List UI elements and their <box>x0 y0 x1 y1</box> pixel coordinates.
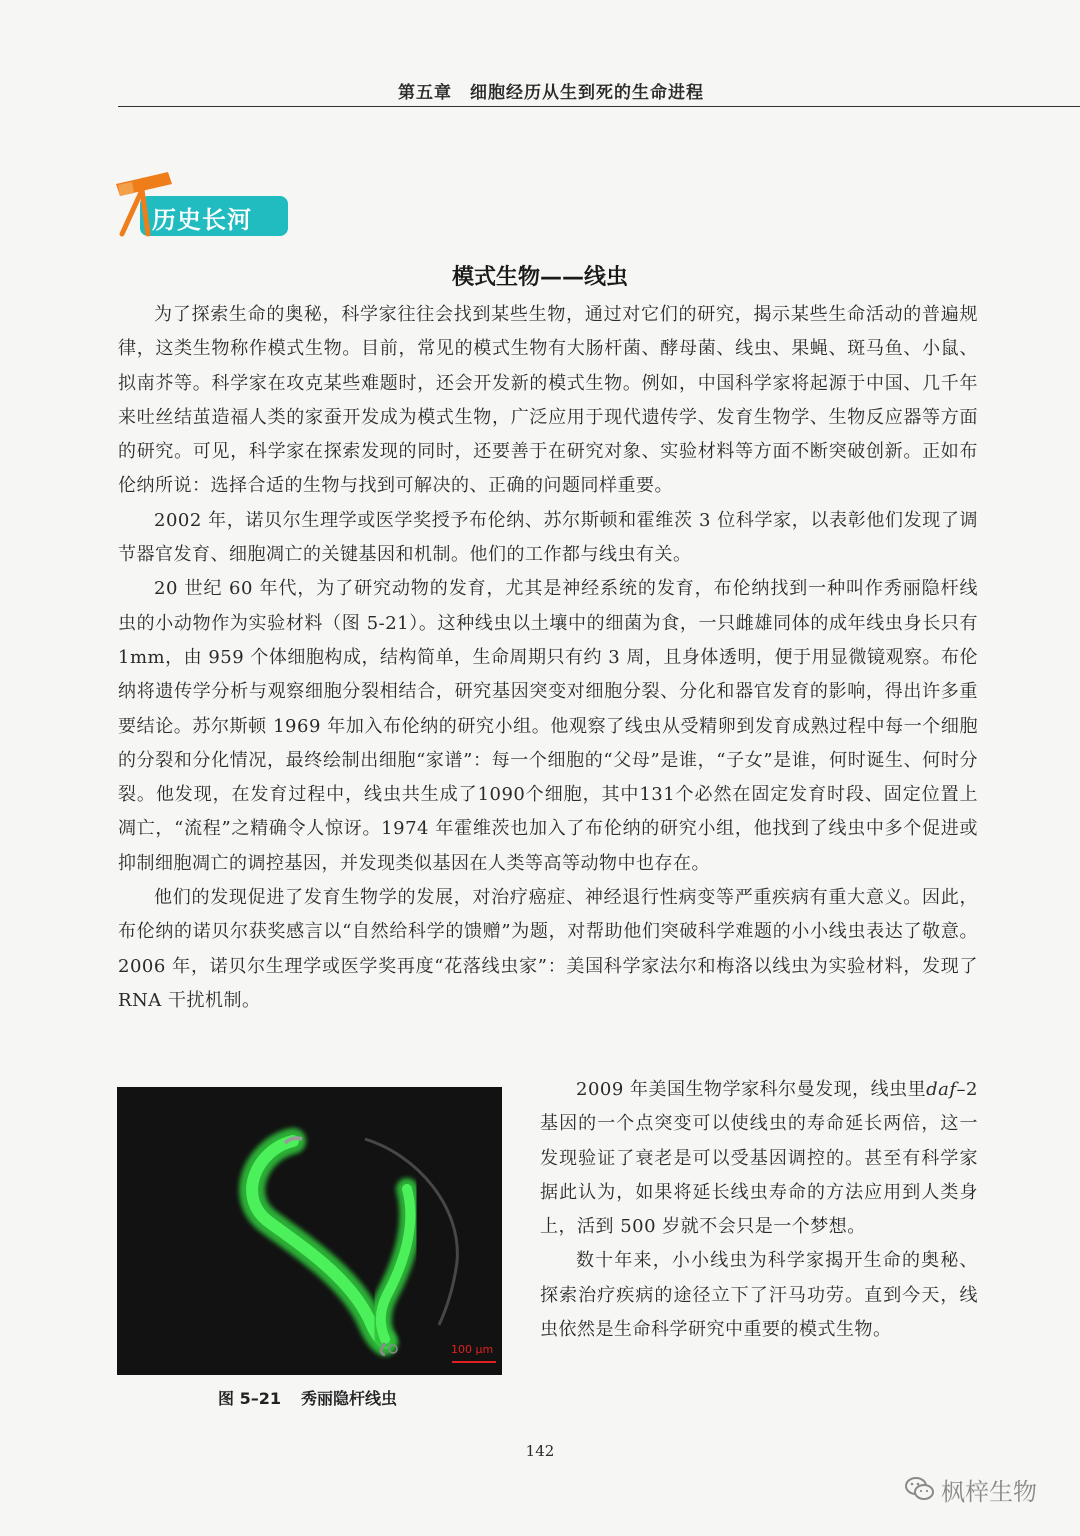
scale-label: 100 μm <box>451 1343 494 1356</box>
paragraph: 20 世纪 60 年代，为了研究动物的发育，尤其是神经系统的发育，布伦纳找到一种叫作秀丽隐杆线虫的小动物作为实验材料（图 5-21）。这种线虫以土壤中的细菌为食，一只雌雄同体的成年线虫身长只有 1mm，由 959 个体细胞构成，结构简单，生命周期只有约 3 周，且身体透明，便于用显微镜观察。布伦纳将遗传学分析与观察细胞分裂相结合，研究基因突变对细胞分裂、分化和器官发育的影响，得出许多重要结论。苏尔斯顿 1969 年加入布伦纳的研究小组。他观察了线虫从受精卵到发育成熟过程中每一个细胞的分裂和分化情况，最终绘制出细胞“家谱”：每一个细胞的“父母”是谁，“子女”是谁，何时诞生、何时分裂。他发现，在发育过程中，线虫共生成了1090个细胞，其中131个必然在固定发育时段、固定位置上凋亡，“流程”之精确令人惊讶。1974 年霍维茨也加入了布伦纳的研究小组，他找到了线虫中多个促进或抑制细胞凋亡的调控基因，并发现类似基因在人类等高等动物中也存在。 <box>118 578 978 874</box>
side-text <box>540 1073 978 1347</box>
article-title: 模式生物——线虫 <box>451 265 628 290</box>
nematode-micrograph <box>117 1087 502 1375</box>
wechat-icon <box>905 1476 935 1502</box>
scale-bar <box>450 1343 500 1373</box>
paragraph: 数十年来，小小线虫为科学家揭开生命的奥秘、探索治疗疾病的途径立下了汗马功劳。直到今天，线虫依然是生命科学研究中重要的模式生物。 <box>540 1250 978 1341</box>
text-segment: –2 基因的一个点突变可以使线虫的寿命延长两倍，这一发现验证了衰老是可以受基因调控的。甚至有科学家据此认为，如果将延长线虫寿命的方法应用到人类身上，活到 500 岁就不会只是一个梦想。 <box>540 1079 978 1238</box>
paragraph: 他们的发现促进了发育生物学的发展，对治疗癌症、神经退行性病变等严重疾病有重大意义。因此，布伦纳的诺贝尔获奖感言以“自然给科学的馈赠”为题，对帮助他们突破科学难题的小小线虫表达了敬意。2006 年，诺贝尔生理学或医学奖再度“花落线虫家”：美国科学家法尔和梅洛以线虫为实验材料，发现了 RNA 干扰机制。 <box>118 887 978 1011</box>
page-number: 142 <box>525 1442 555 1460</box>
paragraph: 为了探索生命的奥秘，科学家往往会找到某些生物，通过对它们的研究，揭示某些生命活动的普遍规律，这类生物称作模式生物。目前，常见的模式生物有大肠杆菌、酵母菌、线虫、果蝇、斑马鱼、小鼠、拟南芥等。科学家在攻克某些难题时，还会开发新的模式生物。例如，中国科学家将起源于中国、几千年来吐丝结茧造福人类的家蚕开发成为模式生物，广泛应用于现代遗传学、发育生物学、生物反应器等方面的研究。可见，科学家在探索发现的同时，还要善于在研究对象、实验材料等方面不断突破创新。正如布伦纳所说：选择合适的生物与找到可解决的、正确的问题同样重要。 <box>118 304 978 497</box>
watermark-text: 枫梓生物 <box>941 1478 1037 1506</box>
figure-caption <box>218 1386 397 1409</box>
section-badge <box>112 170 292 240</box>
section-label: 历史长河 <box>152 206 252 234</box>
chapter-title: 第五章 细胞经历从生到死的生命进程 <box>398 83 704 103</box>
figure-caption-text: 秀丽隐杆线虫 <box>300 1389 397 1408</box>
text-segment: 2009 年美国生物学家科尔曼发现，线虫里 <box>576 1079 927 1100</box>
gene-name: daf <box>926 1079 957 1100</box>
paragraph <box>540 1073 978 1244</box>
scale-line <box>452 1361 496 1363</box>
paragraph: 2002 年，诺贝尔生理学或医学奖授予布伦纳、苏尔斯顿和霍维茨 3 位科学家，以表彰他们发现了调节器官发育、细胞凋亡的关键基因和机制。他们的工作都与线虫有关。 <box>118 509 978 566</box>
article-body <box>118 298 978 1018</box>
figure-number: 图 5–21 <box>218 1389 281 1408</box>
running-header <box>118 76 1080 107</box>
nematode-image <box>117 1087 502 1375</box>
